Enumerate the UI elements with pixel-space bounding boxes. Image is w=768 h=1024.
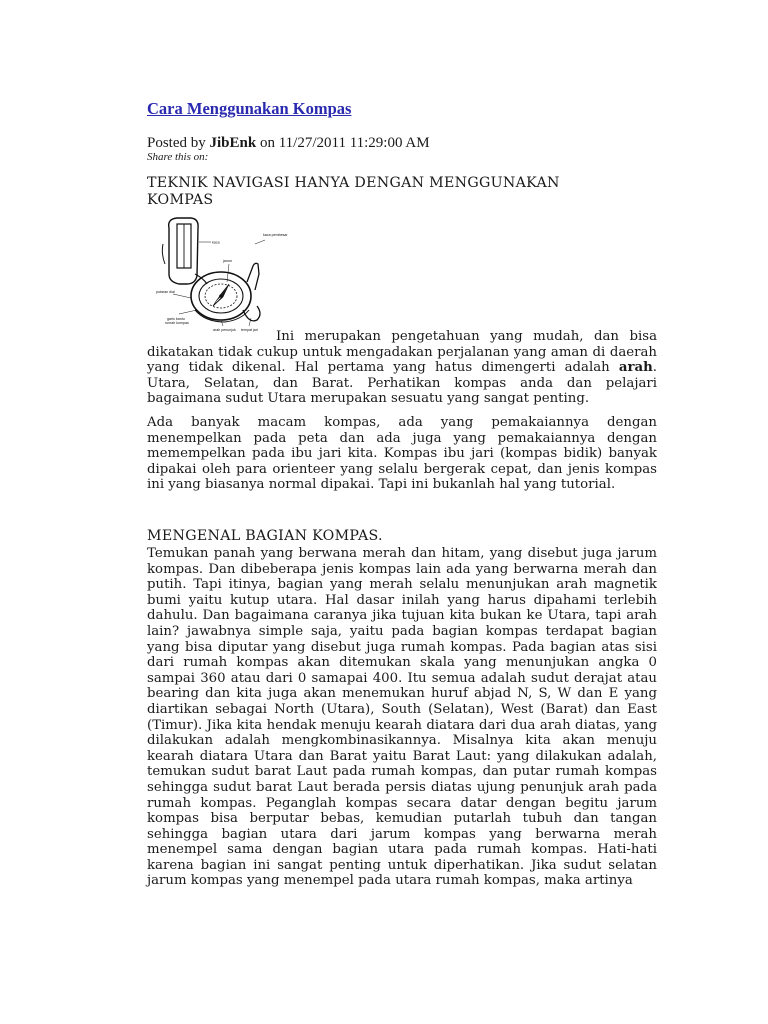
figure-label-garis-bantu: garis bantu bbox=[167, 317, 185, 321]
compass-diagram bbox=[155, 214, 288, 339]
paragraph-compass-types: Ada banyak macam kompas, ada yang pemakaiannya dengan menempelkan pada peta dan ada juga yang pemakaiannya dengan memempelkan pada ibu jari kita. Kompas ibu jari (kompas bidik) banyak dipakai oleh para orienteer yang selalu bergerak cepat, dan jenis kompas ini yang biasanya normal dipakai. Tapi ini bukanlah hal yang tutorial. bbox=[147, 415, 657, 493]
paragraph-intro-rest: . Utara, Selatan, dan Barat. Perhatikan kompas anda dan pelajari bagaimana sudut Utara merupakan sesuatu yang sangat penting. bbox=[147, 360, 658, 407]
paragraph-intro bbox=[147, 329, 657, 407]
figure-label-kaca: kaca bbox=[212, 240, 220, 245]
paragraph-compass-parts: Temukan panah yang berwana merah dan hitam, yang disebut juga jarum kompas. Dan dibeberapa jenis kompas lain ada yang berwarna merah dan putih. Tapi itinya, bagian yang merah selalu menunjukan arah magnetik bumi yaitu kutup utara. Hal dasar inilah yang harus dipahami terlebih dahulu. Dan bagaimana caranya jika tujuan kita bukan ke Utara, tapi arah lain? jawabnya simple saja, yaitu pada bagian kompas terdapat bagian yang bisa diputar yang disebut juga rumah kompas. Pada bagian atas sisi dari rumah kompas akan ditemukan skala yang menunjukan angka 0 sampai 360 atau dari 0 samapai 400. Itu semua adalah sudut derajat atau bearing dan kita juga akan menemukan huruf abjad N, S, W dan E yang diartikan sebagai North (Utara), South (Selatan), West (Barat) dan East (Timur). Jika kita hendak menuju kearah diatara dari dua arah diatas, yang dilakukan adalah mengkombinasikannya. Misalnya kita akan menuju kearah diatara Utara dan Barat yaitu Barat Laut: yang dilakukan adalah, temukan sudut barat Laut pada rumah kompas, dan putar rumah kompas sehingga sudut barat Laut berada persis diatas ujung penunjuk arah pada rumah kompas. Peganglah kompas secara datar dengan begitu jarum kompas bisa berputar bebas, kemudian putarlah tubuh dan tangan sehingga bagian utara dari jarum kompas yang berwarna merah menempel sama dengan bagian utara pada rumah kompas. Hati-hati karena bagian ini sangat penting untuk diperhatikan. Jika sudut selatan jarum kompas yang menempel pada utara rumah kompas, maka artinya bbox=[147, 546, 657, 889]
byline-prefix: Posted by bbox=[147, 135, 206, 151]
section-heading-compass-parts: MENGENAL BAGIAN KOMPAS. bbox=[147, 528, 383, 544]
post-byline bbox=[147, 135, 430, 152]
post-date: on 11/27/2011 11:29:00 AM bbox=[259, 135, 430, 151]
figure-label-kaca-pembesar: kaca pembesar bbox=[263, 233, 288, 237]
section-heading-navigation: TEKNIK NAVIGASI HANYA DENGAN MENGGUNAKAN KOMPAS bbox=[147, 175, 560, 208]
paragraph-intro-text: Ini merupakan pengetahuan yang mudah, dan bisa dikatakan tidak cukup untuk mengadakan perjalanan yang aman di daerah yang tidak dikenal. Hal pertama yang hatus dimengerti adalah bbox=[147, 329, 657, 376]
figure-label-arah-penunjuk: arah penunjuk bbox=[213, 328, 236, 332]
compass-lid-shape bbox=[169, 218, 198, 284]
figure-label-putaran-dial: putaran dial bbox=[156, 290, 175, 294]
figure-label-rumah-kompas: rumah kompas bbox=[165, 321, 189, 325]
figure-label-tempat-jari: tempat jari bbox=[241, 328, 258, 332]
author-name[interactable]: JibEnk bbox=[209, 135, 257, 151]
paragraph-intro-bold: arah bbox=[618, 360, 653, 376]
share-label: Share this on: bbox=[147, 151, 209, 163]
post-title-link[interactable]: Cara Menggunakan Kompas bbox=[147, 99, 352, 118]
figure-label-jarum: jarum bbox=[223, 259, 232, 263]
